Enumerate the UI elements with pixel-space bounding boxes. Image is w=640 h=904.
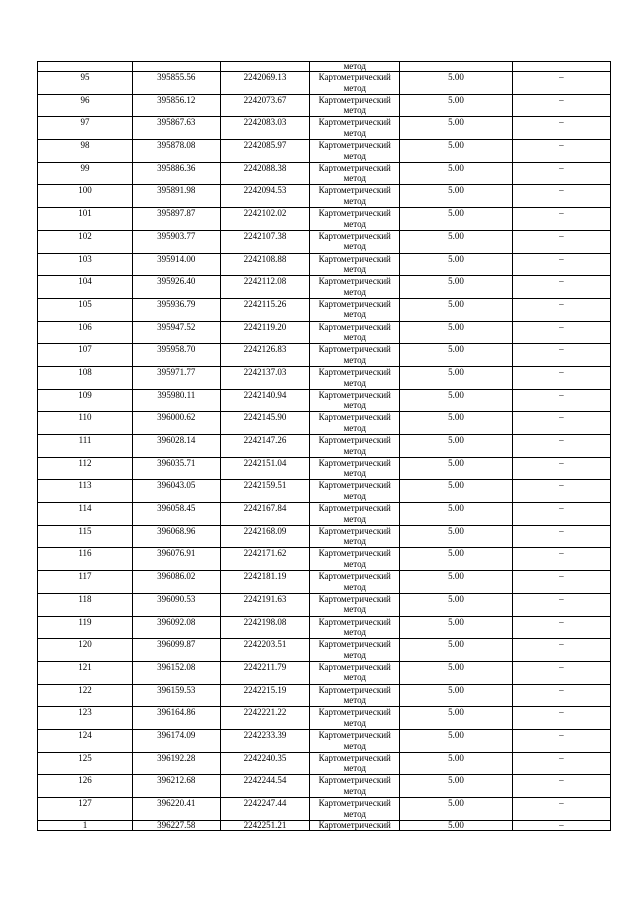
method-cell: Картометрический метод (310, 276, 400, 299)
method-cell: Картометрический метод (310, 661, 400, 684)
method-cell: Картометрический метод (310, 684, 400, 707)
accuracy-cell: 5.00 (400, 253, 513, 276)
accuracy-cell: 5.00 (400, 480, 513, 503)
note-cell: – (512, 185, 610, 208)
point-number-cell: 111 (38, 435, 133, 458)
accuracy-cell: 5.00 (400, 775, 513, 798)
table-row (38, 140, 611, 163)
point-number-cell: 102 (38, 230, 133, 253)
x-coordinate-cell: 395947.52 (132, 321, 220, 344)
note-cell: – (512, 729, 610, 752)
point-number-cell: 104 (38, 276, 133, 299)
point-number-cell: 107 (38, 344, 133, 367)
point-number-cell: 117 (38, 571, 133, 594)
table-row-last (38, 820, 611, 830)
coordinates-table-body (38, 62, 611, 831)
x-coordinate-cell: 395856.12 (132, 94, 220, 117)
point-number-cell: 127 (38, 798, 133, 821)
accuracy-cell: 5.00 (400, 276, 513, 299)
note-cell: – (512, 72, 610, 95)
accuracy-cell: 5.00 (400, 298, 513, 321)
y-coordinate-cell: 2242171.62 (220, 548, 310, 571)
y-coordinate-cell: 2242108.88 (220, 253, 310, 276)
y-coordinate-cell: 2242083.03 (220, 117, 310, 140)
method-cell: Картометрический метод (310, 208, 400, 231)
method-cell: Картометрический метод (310, 729, 400, 752)
x-coordinate-cell: 396090.53 (132, 593, 220, 616)
accuracy-cell: 5.00 (400, 72, 513, 95)
note-cell: – (512, 752, 610, 775)
table-row (38, 117, 611, 140)
accuracy-cell: 5.00 (400, 616, 513, 639)
method-cell: Картометрический метод (310, 253, 400, 276)
note-cell: – (512, 253, 610, 276)
method-cell: Картометрический метод (310, 480, 400, 503)
y-coordinate-cell: 2242247.44 (220, 798, 310, 821)
method-cell: Картометрический метод (310, 185, 400, 208)
accuracy-cell: 5.00 (400, 435, 513, 458)
y-coordinate-cell: 2242251.21 (220, 820, 310, 830)
method-cell: метод (310, 62, 400, 72)
y-coordinate-cell: 2242191.63 (220, 593, 310, 616)
method-cell: Картометрический метод (310, 321, 400, 344)
y-coordinate-cell: 2242073.67 (220, 94, 310, 117)
x-coordinate-cell: 396099.87 (132, 639, 220, 662)
accuracy-cell: 5.00 (400, 457, 513, 480)
note-cell: – (512, 593, 610, 616)
table-row (38, 276, 611, 299)
point-number-cell: 101 (38, 208, 133, 231)
note-cell: – (512, 661, 610, 684)
note-cell: – (512, 344, 610, 367)
method-cell: Картометрический метод (310, 525, 400, 548)
y-coordinate-cell: 2242215.19 (220, 684, 310, 707)
accuracy-cell: 5.00 (400, 684, 513, 707)
note-cell: – (512, 162, 610, 185)
y-coordinate-cell: 2242233.39 (220, 729, 310, 752)
y-coordinate-cell: 2242151.04 (220, 457, 310, 480)
x-coordinate-cell: 396000.62 (132, 412, 220, 435)
y-coordinate-cell: 2242203.51 (220, 639, 310, 662)
point-number-cell: 114 (38, 503, 133, 526)
note-cell: – (512, 525, 610, 548)
note-cell: – (512, 639, 610, 662)
y-coordinate-cell: 2242094.53 (220, 185, 310, 208)
accuracy-cell: 5.00 (400, 230, 513, 253)
method-cell: Картометрический метод (310, 344, 400, 367)
point-number-cell: 97 (38, 117, 133, 140)
y-coordinate-cell: 2242221.22 (220, 707, 310, 730)
point-number-cell: 105 (38, 298, 133, 321)
note-cell: – (512, 820, 610, 830)
x-coordinate-cell: 395958.70 (132, 344, 220, 367)
x-coordinate-cell: 396174.09 (132, 729, 220, 752)
note-cell: – (512, 707, 610, 730)
method-cell: Картометрический метод (310, 94, 400, 117)
point-number-cell: 115 (38, 525, 133, 548)
table-row (38, 230, 611, 253)
y-coordinate-cell: 2242107.38 (220, 230, 310, 253)
method-cell: Картометрический метод (310, 548, 400, 571)
accuracy-cell: 5.00 (400, 503, 513, 526)
x-coordinate-cell: 395886.36 (132, 162, 220, 185)
x-coordinate-cell: 396227.58 (132, 820, 220, 830)
accuracy-cell: 5.00 (400, 94, 513, 117)
y-coordinate-cell: 2242167.84 (220, 503, 310, 526)
x-coordinate-cell: 395891.98 (132, 185, 220, 208)
note-cell: – (512, 389, 610, 412)
point-number-cell: 99 (38, 162, 133, 185)
method-cell: Картометрический метод (310, 230, 400, 253)
method-cell: Картометрический метод (310, 117, 400, 140)
x-coordinate-cell: 396086.02 (132, 571, 220, 594)
method-cell: Картометрический метод (310, 593, 400, 616)
x-coordinate-cell: 395936.79 (132, 298, 220, 321)
x-coordinate-cell: 396212.68 (132, 775, 220, 798)
method-cell: Картометрический метод (310, 503, 400, 526)
point-number-cell: 108 (38, 366, 133, 389)
x-coordinate-cell: 395926.40 (132, 276, 220, 299)
x-coordinate-cell: 395855.56 (132, 72, 220, 95)
accuracy-cell: 5.00 (400, 593, 513, 616)
table-row (38, 525, 611, 548)
note-cell: – (512, 457, 610, 480)
y-coordinate-cell: 2242147.26 (220, 435, 310, 458)
method-cell: Картометрический (310, 820, 400, 830)
x-coordinate-cell: 396043.05 (132, 480, 220, 503)
accuracy-cell: 5.00 (400, 798, 513, 821)
y-coordinate-cell: 2242088.38 (220, 162, 310, 185)
y-coordinate-cell: 2242145.90 (220, 412, 310, 435)
point-number-cell: 95 (38, 72, 133, 95)
note-cell: – (512, 435, 610, 458)
accuracy-cell: 5.00 (400, 117, 513, 140)
note-cell: – (512, 684, 610, 707)
x-coordinate-cell: 396028.14 (132, 435, 220, 458)
y-coordinate-cell: 2242069.13 (220, 72, 310, 95)
table-row (38, 366, 611, 389)
x-coordinate-cell: 395980.11 (132, 389, 220, 412)
y-coordinate-cell: 2242085.97 (220, 140, 310, 163)
point-number-cell: 106 (38, 321, 133, 344)
point-number-cell: 123 (38, 707, 133, 730)
table-row (38, 503, 611, 526)
y-coordinate-cell: 2242198.08 (220, 616, 310, 639)
table-row (38, 457, 611, 480)
y-coordinate-cell: 2242137.03 (220, 366, 310, 389)
table-row (38, 775, 611, 798)
accuracy-cell: 5.00 (400, 185, 513, 208)
method-cell: Картометрический метод (310, 775, 400, 798)
x-coordinate-cell: 396220.41 (132, 798, 220, 821)
method-cell: Картометрический метод (310, 752, 400, 775)
note-cell: – (512, 94, 610, 117)
method-cell: Картометрический метод (310, 72, 400, 95)
y-coordinate-cell: 2242159.51 (220, 480, 310, 503)
point-number-cell: 126 (38, 775, 133, 798)
x-coordinate-cell: 396152.08 (132, 661, 220, 684)
table-row (38, 435, 611, 458)
x-coordinate-cell: 395971.77 (132, 366, 220, 389)
method-cell: Картометрический метод (310, 457, 400, 480)
point-number-cell: 118 (38, 593, 133, 616)
accuracy-cell: 5.00 (400, 639, 513, 662)
method-cell: Картометрический метод (310, 571, 400, 594)
point-number-cell: 112 (38, 457, 133, 480)
table-row (38, 661, 611, 684)
table-row (38, 707, 611, 730)
accuracy-cell: 5.00 (400, 366, 513, 389)
accuracy-cell: 5.00 (400, 389, 513, 412)
point-number-cell: 116 (38, 548, 133, 571)
note-cell: – (512, 321, 610, 344)
accuracy-cell: 5.00 (400, 208, 513, 231)
y-coordinate-cell: 2242115.26 (220, 298, 310, 321)
x-coordinate-cell: 396076.91 (132, 548, 220, 571)
x-coordinate-cell: 396092.08 (132, 616, 220, 639)
table-row (38, 593, 611, 616)
accuracy-cell: 5.00 (400, 707, 513, 730)
table-row (38, 752, 611, 775)
method-cell: Картометрический метод (310, 412, 400, 435)
note-cell: – (512, 230, 610, 253)
y-coordinate-cell: 2242181.19 (220, 571, 310, 594)
method-cell: Картометрический метод (310, 298, 400, 321)
method-cell: Картометрический метод (310, 616, 400, 639)
x-coordinate-cell: 396164.86 (132, 707, 220, 730)
note-cell: – (512, 117, 610, 140)
table-row (38, 94, 611, 117)
point-number-cell: 124 (38, 729, 133, 752)
note-cell: – (512, 276, 610, 299)
point-number-cell: 109 (38, 389, 133, 412)
method-cell: Картометрический метод (310, 639, 400, 662)
point-number-cell: 110 (38, 412, 133, 435)
accuracy-cell: 5.00 (400, 661, 513, 684)
x-coordinate-cell: 396058.45 (132, 503, 220, 526)
table-row (38, 321, 611, 344)
accuracy-cell: 5.00 (400, 162, 513, 185)
note-cell: – (512, 298, 610, 321)
table-row (38, 412, 611, 435)
accuracy-cell: 5.00 (400, 412, 513, 435)
table-row (38, 389, 611, 412)
x-coordinate-cell: 395867.63 (132, 117, 220, 140)
table-row (38, 480, 611, 503)
table-row (38, 298, 611, 321)
table-row (38, 639, 611, 662)
note-cell: – (512, 798, 610, 821)
table-row (38, 798, 611, 821)
method-cell: Картометрический метод (310, 435, 400, 458)
method-cell: Картометрический метод (310, 140, 400, 163)
table-row (38, 162, 611, 185)
y-coordinate-cell: 2242211.79 (220, 661, 310, 684)
x-coordinate-cell: 395878.08 (132, 140, 220, 163)
method-cell: Картометрический метод (310, 798, 400, 821)
accuracy-cell: 5.00 (400, 321, 513, 344)
point-number-cell: 121 (38, 661, 133, 684)
table-row (38, 208, 611, 231)
method-cell: Картометрический метод (310, 366, 400, 389)
method-cell: Картометрический метод (310, 389, 400, 412)
y-coordinate-cell: 2242126.83 (220, 344, 310, 367)
note-cell: – (512, 366, 610, 389)
table-row (38, 571, 611, 594)
point-number-cell: 120 (38, 639, 133, 662)
coordinates-table (37, 61, 611, 831)
note-cell: – (512, 548, 610, 571)
y-coordinate-cell: 2242112.08 (220, 276, 310, 299)
table-row (38, 344, 611, 367)
table-row (38, 616, 611, 639)
method-cell: Картометрический метод (310, 162, 400, 185)
note-cell: – (512, 412, 610, 435)
point-number-cell: 98 (38, 140, 133, 163)
x-coordinate-cell: 396192.28 (132, 752, 220, 775)
note-cell: – (512, 208, 610, 231)
note-cell: – (512, 616, 610, 639)
table-row (38, 684, 611, 707)
note-cell: – (512, 503, 610, 526)
note-cell: – (512, 140, 610, 163)
x-coordinate-cell: 395914.00 (132, 253, 220, 276)
point-number-cell: 1 (38, 820, 133, 830)
table-row (38, 253, 611, 276)
x-coordinate-cell: 396035.71 (132, 457, 220, 480)
method-cell: Картометрический метод (310, 707, 400, 730)
table-row (38, 185, 611, 208)
y-coordinate-cell: 2242168.09 (220, 525, 310, 548)
x-coordinate-cell: 396068.96 (132, 525, 220, 548)
x-coordinate-cell: 395897.87 (132, 208, 220, 231)
x-coordinate-cell: 395903.77 (132, 230, 220, 253)
note-cell: – (512, 480, 610, 503)
accuracy-cell: 5.00 (400, 344, 513, 367)
y-coordinate-cell: 2242102.02 (220, 208, 310, 231)
carryover-row (38, 62, 611, 72)
x-coordinate-cell: 396159.53 (132, 684, 220, 707)
note-cell: – (512, 571, 610, 594)
accuracy-cell: 5.00 (400, 729, 513, 752)
y-coordinate-cell: 2242244.54 (220, 775, 310, 798)
point-number-cell: 113 (38, 480, 133, 503)
table-row (38, 72, 611, 95)
table-row (38, 548, 611, 571)
point-number-cell: 103 (38, 253, 133, 276)
accuracy-cell: 5.00 (400, 548, 513, 571)
accuracy-cell: 5.00 (400, 752, 513, 775)
accuracy-cell: 5.00 (400, 820, 513, 830)
accuracy-cell: 5.00 (400, 571, 513, 594)
table-row (38, 729, 611, 752)
note-cell: – (512, 775, 610, 798)
accuracy-cell: 5.00 (400, 525, 513, 548)
y-coordinate-cell: 2242140.94 (220, 389, 310, 412)
point-number-cell: 96 (38, 94, 133, 117)
point-number-cell: 122 (38, 684, 133, 707)
y-coordinate-cell: 2242240.35 (220, 752, 310, 775)
point-number-cell: 125 (38, 752, 133, 775)
point-number-cell: 100 (38, 185, 133, 208)
y-coordinate-cell: 2242119.20 (220, 321, 310, 344)
point-number-cell: 119 (38, 616, 133, 639)
accuracy-cell: 5.00 (400, 140, 513, 163)
